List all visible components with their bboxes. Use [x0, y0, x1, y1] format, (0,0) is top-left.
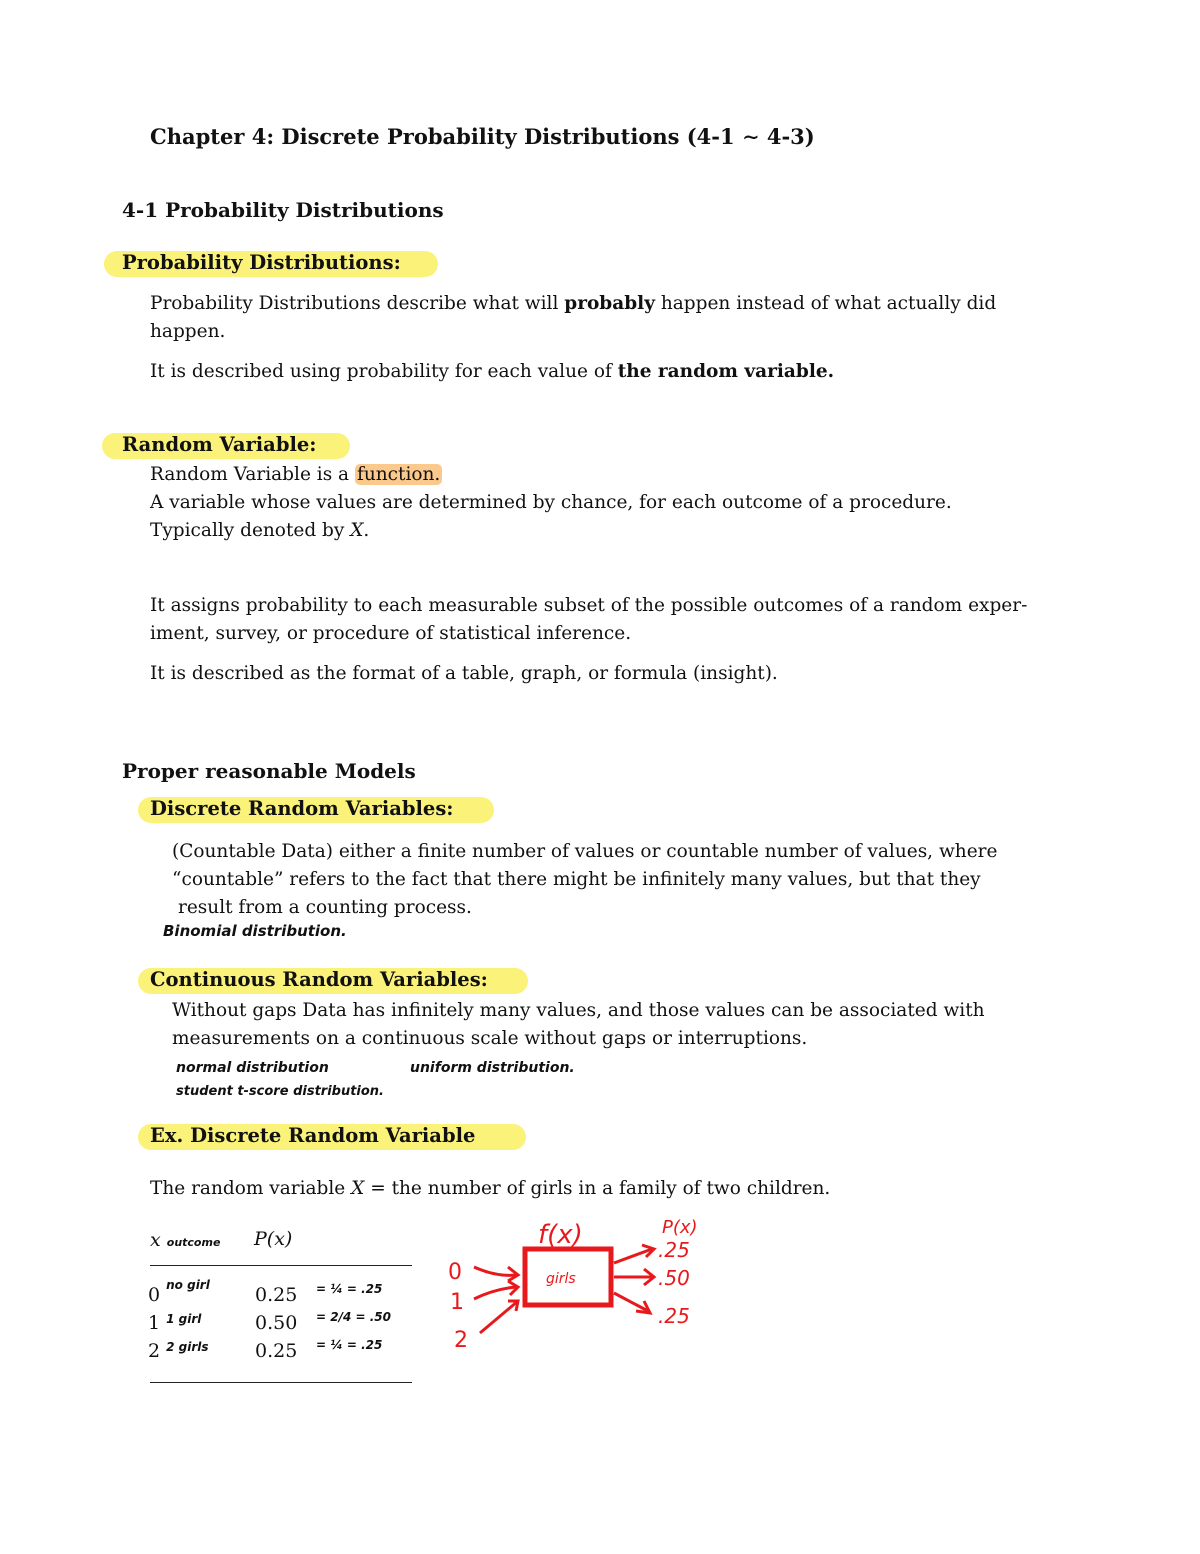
input-label: 0: [448, 1260, 462, 1285]
emphasis: probably: [564, 293, 655, 314]
col-p-header: P(x): [254, 1228, 293, 1250]
arrow: [480, 1301, 518, 1333]
table-row: [148, 1340, 209, 1362]
handwritten-calc: = ¼ = .25: [316, 1338, 383, 1352]
arrow: [474, 1287, 516, 1299]
highlighted-word: function.: [356, 464, 441, 485]
table-rule-bottom: [150, 1382, 412, 1383]
models-heading: Proper reasonable Models: [122, 759, 416, 783]
text: .: [363, 520, 370, 541]
text: happen instead of what actually did: [654, 293, 997, 314]
emphasis: the random variable.: [617, 361, 835, 382]
text: The random variable: [150, 1178, 352, 1199]
continuous-heading: Continuous Random Variables:: [150, 968, 488, 991]
math-var: X: [351, 1178, 365, 1199]
handwritten-note: outcome: [166, 1236, 221, 1249]
text: = the number of girls in a family of two children.: [364, 1178, 831, 1199]
box-label: girls: [546, 1271, 576, 1287]
discrete-line-1: (Countable Data) either a finite number of values or countable number of values, where: [172, 841, 998, 862]
output-label: .25: [658, 1238, 690, 1262]
handwritten-calc: = 2/4 = .50: [316, 1310, 391, 1324]
col-x-header: [150, 1229, 220, 1251]
handwritten-note: 2 girls: [166, 1340, 209, 1354]
table-rule-top: [150, 1265, 412, 1266]
prob-dist-line-1: [150, 290, 996, 318]
discrete-line-3: result from a counting process.: [178, 897, 472, 918]
text: Typically denoted by: [150, 520, 351, 541]
function-diagram: [430, 1205, 710, 1365]
text: It is described using probability for each value of: [150, 361, 618, 382]
random-variable-heading: Random Variable:: [122, 433, 317, 456]
x-value: 2: [148, 1340, 161, 1362]
handwritten-note: no girl: [166, 1278, 210, 1292]
p-value: 0.25: [255, 1340, 298, 1362]
text: Random Variable is a: [150, 464, 355, 485]
math-var: x: [150, 1229, 161, 1251]
continuous-line-2: measurements on a continuous scale without gaps or interruptions.: [172, 1028, 808, 1049]
px-label: P(x): [662, 1217, 698, 1238]
discrete-line-2: “countable” refers to the fact that there might be infinitely many values, but that they: [172, 869, 981, 890]
handwritten-note: 1 girl: [166, 1312, 202, 1326]
page-title: Chapter 4: Discrete Probability Distributions (4-1 ∼ 4-3): [150, 124, 815, 149]
prob-dist-line-3: [150, 358, 834, 386]
example-intro: [150, 1175, 830, 1203]
handwritten-note: normal distribution: [176, 1060, 329, 1076]
discrete-heading: Discrete Random Variables:: [150, 797, 454, 820]
output-label: .50: [658, 1266, 690, 1290]
handwritten-calc: = ¼ = .25: [316, 1282, 383, 1296]
x-value: 0: [148, 1284, 161, 1306]
rv-line-4: It assigns probability to each measurable subset of the possible outcomes of a random exper-: [150, 595, 1028, 616]
x-value: 1: [148, 1312, 161, 1334]
table-row: [148, 1278, 210, 1306]
example-heading: Ex. Discrete Random Variable: [150, 1124, 476, 1147]
rv-line-3: [150, 517, 369, 545]
rv-line-1: [150, 461, 442, 489]
output-label: .25: [658, 1304, 690, 1328]
text: Probability Distributions describe what will: [150, 293, 565, 314]
p-value: 0.25: [255, 1284, 298, 1306]
rv-line-6: It is described as the format of a table, graph, or formula (insight).: [150, 663, 778, 684]
section-heading: 4-1 Probability Distributions: [122, 198, 444, 222]
input-label: 1: [450, 1290, 464, 1315]
rv-line-2: A variable whose values are determined by chance, for each outcome of a procedure.: [150, 492, 952, 513]
math-var: X: [350, 520, 364, 541]
fx-label: f(x): [538, 1220, 583, 1250]
handwritten-note: student t-score distribution.: [176, 1084, 384, 1099]
prob-dist-heading: Probability Distributions:: [122, 251, 401, 274]
input-label: 2: [454, 1328, 468, 1353]
prob-dist-line-2: happen.: [150, 321, 226, 342]
continuous-line-1: Without gaps Data has infinitely many values, and those values can be associated with: [172, 1000, 985, 1021]
table-row: [148, 1312, 201, 1334]
rv-line-5: iment, survey, or procedure of statistical inference.: [150, 623, 632, 644]
handwritten-note: Binomial distribution.: [163, 922, 347, 940]
p-value: 0.50: [255, 1312, 298, 1334]
handwritten-note: uniform distribution.: [410, 1060, 575, 1076]
